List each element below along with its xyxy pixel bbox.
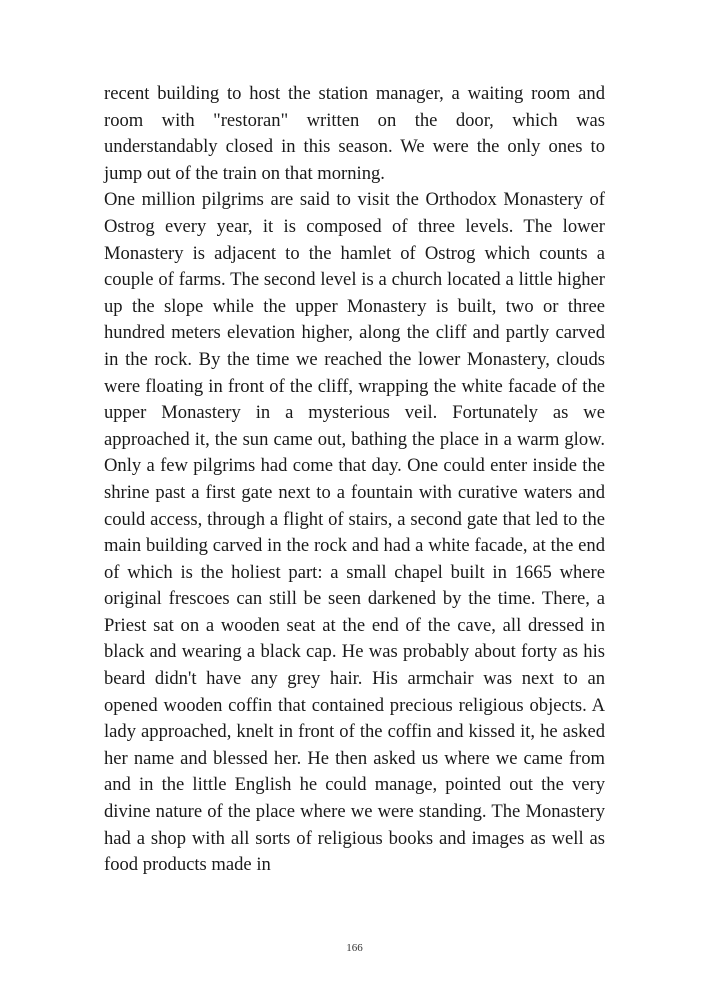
page-number: 166	[346, 942, 363, 954]
paragraph-continuation: recent building to host the station manager, a waiting room and room with "restoran" written on the door, which was understandably closed in this season. We were the only ones to jump out of the train on that morning.	[104, 83, 605, 184]
paragraph-monastery: One million pilgrims are said to visit the Orthodox Monastery of Ostrog every year, it is composed of three levels. The lower Monastery is adjacent to the hamlet of Ostrog which counts a couple of farms. The second level is a church located a little higher up the slope while the upper Monastery is built, two or three hundred meters elevation higher, along the cliff and partly carved in the rock. By the time we reached the lower Monastery, clouds were floating in front of the cliff, wrapping the white facade of the upper Monastery in a mysterious veil. Fortunately as we approached it, the sun came out, bathing the place in a warm glow. Only a few pilgrims had come that day. One could enter inside the shrine past a first gate next to a fountain with curative waters and could access, through a flight of stairs, a second gate that led to the main building carved in the rock and had a white facade, at the end of which is the holiest part: a small chapel built in 1665 where original frescoes can still be seen darkened by the time. There, a Priest sat on a wooden seat at the end of the cave, all dressed in black and wearing a black cap. He was probably about forty as his beard didn't have any grey hair. His armchair was next to an opened wooden coffin that contained precious religious objects. A lady approached, knelt in front of the coffin and kissed it, he asked her name and blessed her. He then asked us where we came from and in the little English he could manage, pointed out the very divine nature of the place where we were standing. The Monastery had a shop with all sorts of religious books and images as well as food products made in	[104, 189, 605, 876]
body-text	[104, 81, 605, 879]
